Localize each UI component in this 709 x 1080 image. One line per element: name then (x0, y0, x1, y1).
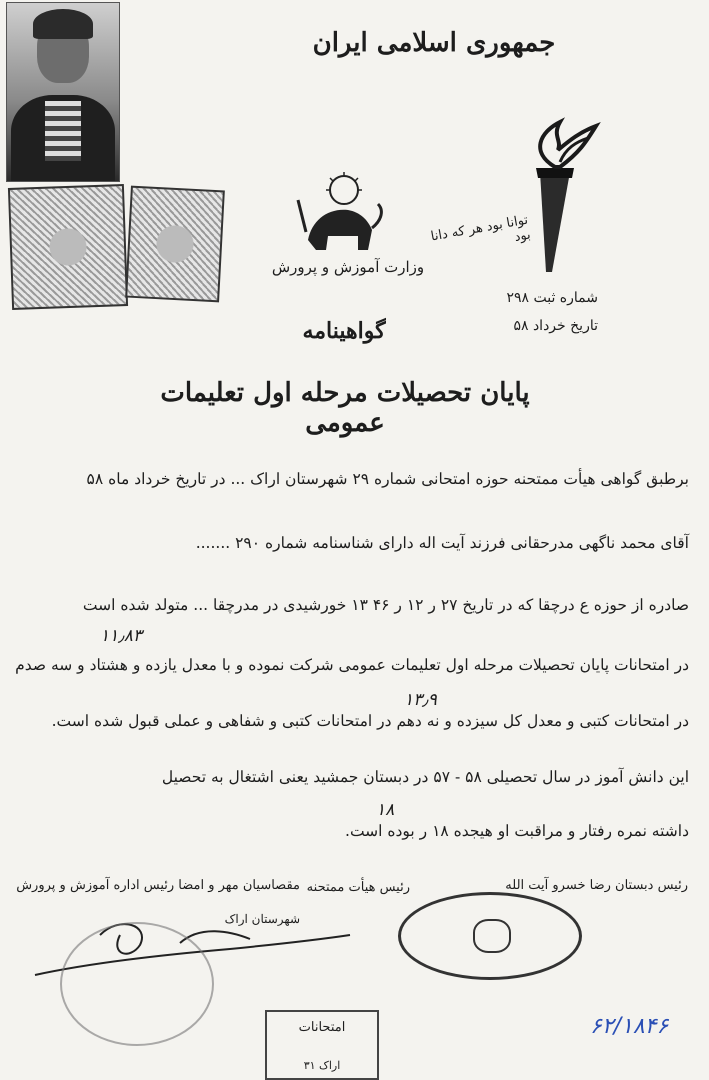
body-line: برطبق گواهی هیأت ممتحنه حوزه امتحانی شماره ۲۹ شهرستان اراک ... در تاریخ خرداد ماه ۵۸ (86, 470, 689, 488)
board-head-label: رئیس هیأت ممتحنه (306, 880, 410, 895)
ministry-head-label: مقصاسیان مهر و امضا رئیس اداره آموزش و پرورش (16, 878, 300, 893)
school-oval-stamp (398, 892, 582, 980)
body-line: آقای محمد ناگهی مدرحقانی فرزند آیت اله دارای شناسنامه شماره ۲۹۰ ....... (195, 534, 689, 552)
motto-text: توانا بود هر که دانا بود (429, 212, 532, 246)
body-line: صادره از حوزه ع درچقا که در تاریخ ۲۷ ر ۱۲ ر ۴۶ ۱۳ خورشیدی در مدرچقا ... متولد شده است (82, 596, 689, 614)
reference-number: ۶۲/۱۸۴۶ (590, 1014, 669, 1039)
body-line: این دانش آموز در سال تحصیلی ۵۸ - ۵۷ در دبستان جمشید یعنی اشتغال به تحصیل (161, 768, 689, 786)
principal-signature-label: رئیس دبستان رضا خسرو آیت الله (505, 878, 688, 893)
city-label: شهرستان اراک (224, 912, 300, 926)
body-line: در امتحانات پایان تحصیلات مرحله اول تعلیمات عمومی شرکت نموده و با معدل یازده و هشتاد و سه صدم (15, 656, 689, 674)
archive-stamp (265, 1010, 379, 1080)
revenue-stamp (125, 186, 225, 303)
total-average-annotation: ۱۳٫۹ (404, 690, 437, 710)
lion-and-sun-emblem (288, 170, 388, 260)
revenue-stamp (8, 184, 128, 310)
republic-header: جمهوری اسلامی ایران (312, 28, 556, 58)
ministry-name: وزارت آموزش و پرورش (271, 258, 425, 276)
issue-date: تاریخ خرداد ۵۸ (513, 318, 598, 334)
archive-stamp-label: امتحانات (298, 1020, 346, 1035)
registration-number: شماره ثبت ۲۹۸ (506, 290, 598, 306)
torch-icon (500, 112, 610, 282)
student-photo (6, 2, 120, 182)
archive-stamp-sub: اراک ۳۱ (303, 1059, 341, 1072)
written-average-annotation: ۱۱٫۸۳ (100, 626, 143, 646)
body-line: در امتحانات کتبی و معدل کل سیزده و نه دهم در امتحانات کتبی و شفاهی و عملی قبول شده است. (51, 712, 689, 730)
certificate-title: گواهینامه (302, 318, 386, 344)
ministry-round-seal (60, 922, 214, 1046)
body-line: داشته نمره رفتار و مراقبت او هیجده ۱۸ ر بوده است. (345, 822, 689, 840)
conduct-score-annotation: ۱۸ (376, 800, 395, 820)
certificate-subtitle: پایان تحصیلات مرحله اول تعلیمات عمومی (160, 378, 530, 438)
